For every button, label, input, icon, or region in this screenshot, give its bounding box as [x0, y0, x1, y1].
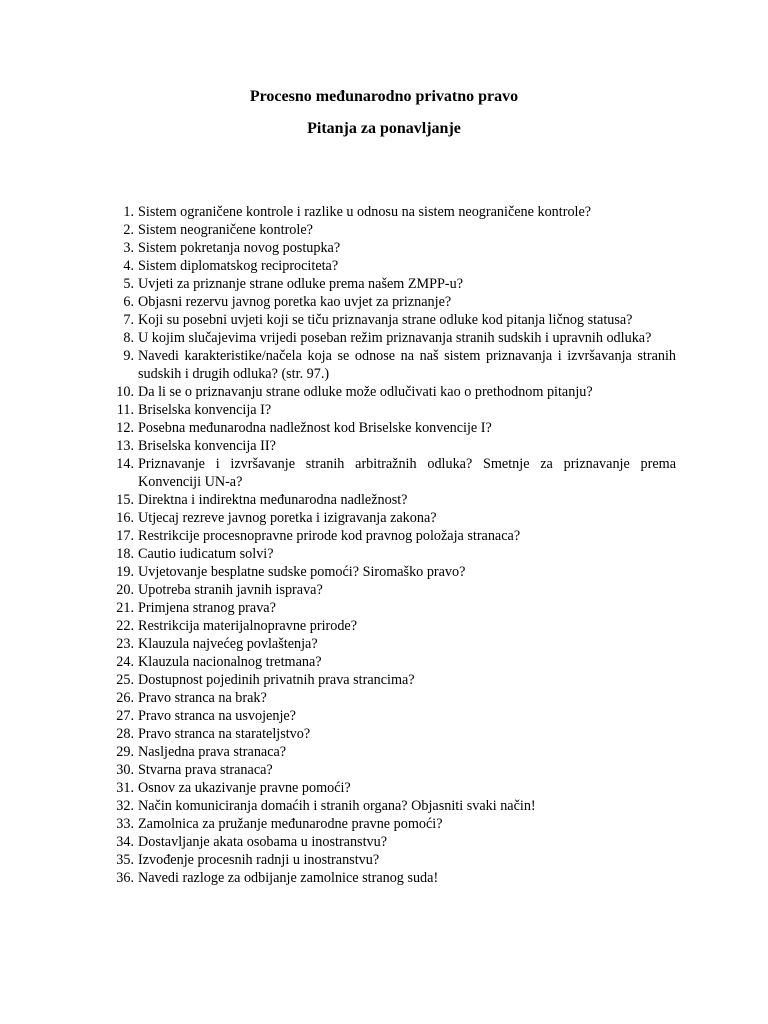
list-item-number: 23. [116, 636, 134, 652]
list-item-number: 7. [123, 312, 134, 328]
list-item-number: 9. [123, 348, 134, 364]
list-item-number: 16. [116, 510, 134, 526]
list-item [110, 653, 676, 671]
list-item [110, 869, 676, 887]
list-item [110, 347, 676, 383]
list-item [110, 509, 676, 527]
list-item-text: Osnov za ukazivanje pravne pomoći? [138, 780, 351, 796]
list-item-number: 28. [116, 726, 134, 742]
list-item-text: Izvođenje procesnih radnji u inostranstvu? [138, 852, 380, 868]
list-item [110, 707, 676, 725]
list-item-text: Dostavljanje akata osobama u inostranstvu? [138, 834, 388, 850]
list-item-text: Upotreba stranih javnih isprava? [138, 582, 323, 598]
list-item-number: 25. [116, 672, 134, 688]
list-item [110, 293, 676, 311]
list-item-number: 4. [123, 258, 134, 274]
list-item-number: 11. [116, 402, 134, 418]
list-item [110, 797, 676, 815]
list-item-number: 31. [116, 780, 134, 796]
list-item-number: 18. [116, 546, 134, 562]
list-item [110, 743, 676, 761]
list-item-text: Zamolnica za pružanje međunarodne pravne pomoći? [138, 816, 443, 832]
list-item-number: 20. [116, 582, 134, 598]
list-item [110, 419, 676, 437]
list-item-number: 36. [116, 870, 134, 886]
list-item-text: Cautio iudicatum solvi? [138, 546, 274, 562]
list-item-text: Briselska konvencija II? [138, 438, 276, 454]
list-item [110, 851, 676, 869]
list-item-text: Restrikcije procesnopravne prirode kod pravnog položaja stranaca? [138, 528, 521, 544]
list-item-text: Navedi razloge za odbijanje zamolnice stranog suda! [138, 870, 439, 886]
list-item [110, 833, 676, 851]
list-item-text: Restrikcija materijalnopravne prirode? [138, 618, 358, 634]
list-item-text: Klauzula najvećeg povlaštenja? [138, 636, 318, 652]
list-item-number: 29. [116, 744, 134, 760]
list-item-number: 8. [123, 330, 134, 346]
list-item-text: Nasljedna prava stranaca? [138, 744, 287, 760]
list-item-text: Direktna i indirektna međunarodna nadležnost? [138, 492, 408, 508]
list-item-text: Koji su posebni uvjeti koji se tiču priznavanja strane odluke kod pitanja ličnog statusa? [138, 312, 633, 328]
list-item-number: 3. [123, 240, 134, 256]
list-item-number: 19. [116, 564, 134, 580]
list-item-number: 27. [116, 708, 134, 724]
list-item-text: Dostupnost pojedinih privatnih prava strancima? [138, 672, 415, 688]
list-item [110, 689, 676, 707]
list-item-text: Pravo stranca na usvojenje? [138, 708, 296, 724]
list-item-text: Uvjetovanje besplatne sudske pomoći? Siromaško pravo? [138, 564, 466, 580]
list-item-text: Navedi karakteristike/načela koja se odnose na naš sistem priznavanja i izvršavanja stranih sudskih i drugih odluka? (str. 97.) [138, 348, 676, 382]
list-item [110, 635, 676, 653]
list-item [110, 545, 676, 563]
list-item-number: 17. [116, 528, 134, 544]
list-item [110, 581, 676, 599]
list-item [110, 437, 676, 455]
list-item-number: 10. [116, 384, 134, 400]
list-item-number: 13. [116, 438, 134, 454]
question-list [110, 203, 676, 887]
list-item-number: 22. [116, 618, 134, 634]
document-subtitle: Pitanja za ponavljanje [307, 120, 461, 137]
list-item [110, 725, 676, 743]
list-item [110, 257, 676, 275]
list-item-text: Uvjeti za priznanje strane odluke prema našem ZMPP-u? [138, 276, 464, 292]
list-item [110, 275, 676, 293]
list-item [110, 527, 676, 545]
list-item-text: U kojim slučajevima vrijedi poseban režim priznavanja stranih sudskih i upravnih odluka? [138, 330, 652, 346]
list-item-text: Sistem diplomatskog reciprociteta? [138, 258, 339, 274]
list-item-number: 5. [123, 276, 134, 292]
list-item-text: Sistem pokretanja novog postupka? [138, 240, 341, 256]
document-title: Procesno međunarodno privatno pravo [249, 88, 519, 105]
list-item-text: Da li se o priznavanju strane odluke može odlučivati kao o prethodnom pitanju? [138, 384, 593, 400]
list-item [110, 203, 676, 221]
list-item [110, 761, 676, 779]
list-item-number: 32. [116, 798, 134, 814]
list-item-text: Pravo stranca na brak? [138, 690, 267, 706]
list-item-text: Briselska konvencija I? [138, 402, 272, 418]
list-item-text: Način komuniciranja domaćih i stranih organa? Objasniti svaki način! [138, 798, 536, 814]
list-item-text: Sistem ograničene kontrole i razlike u odnosu na sistem neograničene kontrole? [138, 204, 592, 220]
list-item-number: 15. [116, 492, 134, 508]
list-item [110, 383, 676, 401]
list-item-text: Objasni rezervu javnog poretka kao uvjet za priznanje? [138, 294, 452, 310]
list-item [110, 599, 676, 617]
list-item-text: Klauzula nacionalnog tretmana? [138, 654, 322, 670]
list-item [110, 563, 676, 581]
list-item-number: 30. [116, 762, 134, 778]
list-item-text: Pravo stranca na starateljstvo? [138, 726, 311, 742]
list-item [110, 779, 676, 797]
list-item-text: Priznavanje i izvršavanje stranih arbitražnih odluka? Smetnje za priznavanje prema Konvenciji UN-a? [138, 456, 676, 490]
list-item-number: 2. [123, 222, 134, 238]
list-item-number: 35. [116, 852, 134, 868]
list-item-number: 21. [116, 600, 134, 616]
list-item-number: 12. [116, 420, 134, 436]
list-item-number: 14. [116, 456, 134, 472]
list-item-text: Primjena stranog prava? [138, 600, 276, 616]
list-item-text: Posebna međunarodna nadležnost kod Briselske konvencije I? [138, 420, 492, 436]
list-item [110, 311, 676, 329]
list-item [110, 815, 676, 833]
list-item-number: 24. [116, 654, 134, 670]
list-item [110, 401, 676, 419]
list-item-text: Stvarna prava stranaca? [138, 762, 273, 778]
list-item-number: 6. [123, 294, 134, 310]
list-item-number: 34. [116, 834, 134, 850]
list-item [110, 491, 676, 509]
list-item [110, 455, 676, 491]
list-item-number: 1. [123, 204, 134, 220]
list-item [110, 329, 676, 347]
list-item [110, 221, 676, 239]
list-item [110, 617, 676, 635]
list-item-text: Sistem neograničene kontrole? [138, 222, 313, 238]
list-item-number: 33. [116, 816, 134, 832]
list-item-number: 26. [116, 690, 134, 706]
list-item-text: Utjecaj rezreve javnog poretka i izigravanja zakona? [138, 510, 437, 526]
list-item [110, 239, 676, 257]
list-item [110, 671, 676, 689]
